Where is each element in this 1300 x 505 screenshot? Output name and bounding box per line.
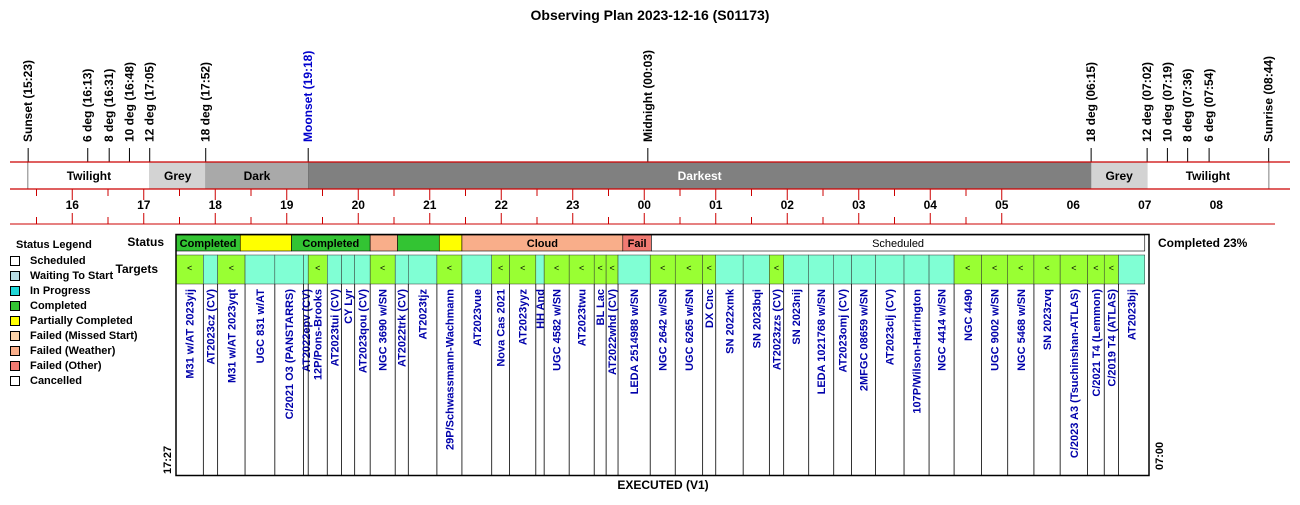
target-block <box>395 255 408 284</box>
status-segment-label: Scheduled <box>872 238 925 250</box>
target-name: NGC 4414 w/SN <box>936 289 949 371</box>
status-segment-label: Cloud <box>526 238 558 250</box>
target-block <box>245 255 275 284</box>
target-marker: < <box>609 263 615 273</box>
target-marker: < <box>773 263 780 273</box>
legend-swatch <box>10 301 20 311</box>
hour-tick-label: 02 <box>780 198 794 212</box>
target-name: UGC 4582 w/SN <box>551 289 564 371</box>
chart-title: Observing Plan 2023-12-16 (S01173) <box>530 7 770 23</box>
status-segment <box>370 235 397 251</box>
target-block <box>904 255 929 284</box>
event-label: 12 deg (07:02) <box>1140 61 1155 142</box>
target-name: AT2022trk (CV) <box>396 289 409 368</box>
legend-label: Partially Completed <box>30 314 133 327</box>
target-name: AT2023cz (CV) <box>205 289 218 365</box>
target-marker: < <box>660 263 666 273</box>
target-block <box>809 255 834 284</box>
status-segment-label: Completed <box>302 238 360 250</box>
target-name: NGC 4490 <box>962 289 975 341</box>
target-marker: < <box>315 263 321 273</box>
hour-tick-label: 07 <box>1138 198 1152 212</box>
target-block <box>834 255 852 284</box>
target-block <box>716 255 743 284</box>
target-name: CY Lyr <box>343 289 356 324</box>
legend-label: Completed <box>30 299 87 312</box>
target-name: DX Cnc <box>704 289 717 329</box>
target-marker: < <box>991 263 998 273</box>
targets-row-label: Targets <box>115 262 158 276</box>
targets-row <box>176 255 1145 475</box>
hour-tick-label: 21 <box>423 198 437 212</box>
target-marker: < <box>380 263 386 273</box>
legend-swatch <box>10 271 20 281</box>
target-block <box>462 255 492 284</box>
target-name: 107P/Wilson-Harrington <box>911 289 924 414</box>
target-block <box>852 255 876 284</box>
legend-item <box>10 268 160 283</box>
legend-label: In Progress <box>30 284 91 297</box>
target-marker: < <box>1093 263 1099 273</box>
target-name: UGC 9002 w/SN <box>989 289 1002 371</box>
legend-swatch <box>10 286 20 296</box>
event-label: 10 deg (07:19) <box>1160 61 1175 142</box>
legend-item <box>10 358 160 373</box>
hour-tick-label: 16 <box>65 198 79 212</box>
target-name: SN 2023zvq <box>1042 289 1055 351</box>
target-marker: < <box>446 263 453 273</box>
target-marker: < <box>554 263 560 273</box>
target-name: C/2021 T4 (Lemmon) <box>1090 289 1103 397</box>
target-name: AT2023vue <box>471 289 484 347</box>
event-label: Moonset (19:18) <box>301 50 316 142</box>
target-block <box>275 255 304 284</box>
hour-tick-label: 00 <box>637 198 651 212</box>
target-name: Nova Cas 2021 <box>495 289 508 367</box>
chart-footer: EXECUTED (V1) <box>617 478 709 492</box>
legend-label: Waiting To Start <box>30 269 114 282</box>
legend-item <box>10 328 160 343</box>
target-name: C/2023 A3 (Tsuchinshan-ATLAS) <box>1068 289 1081 459</box>
target-name: AT2022whd (CV) <box>607 289 620 375</box>
target-block <box>743 255 769 284</box>
target-name: UGC 6265 w/SN <box>683 289 696 371</box>
hour-tick-label: 20 <box>351 198 365 212</box>
target-block <box>355 255 370 284</box>
hour-tick-label: 19 <box>280 198 294 212</box>
event-label: 6 deg (07:54) <box>1202 68 1217 142</box>
target-name: NGC 2642 w/SN <box>657 289 670 371</box>
legend-label: Failed (Other) <box>30 359 102 372</box>
target-name: AT2023tui (CV) <box>329 289 342 367</box>
target-block <box>784 255 809 284</box>
event-label: 18 deg (06:15) <box>1084 61 1099 142</box>
target-marker: < <box>965 263 971 273</box>
target-name: 2MFGC 08659 w/SN <box>858 289 871 392</box>
event-label: Sunset (15:23) <box>21 59 36 142</box>
status-segment-label: Fail <box>627 238 647 250</box>
target-block <box>929 255 954 284</box>
target-block <box>408 255 437 284</box>
target-marker: < <box>186 263 193 273</box>
target-block <box>875 255 904 284</box>
target-name: 29P/Schwassmann-Wachmann <box>444 289 457 450</box>
phase-label: Dark <box>243 169 271 183</box>
target-name: 12P/Pons-Brooks <box>312 289 325 381</box>
target-block <box>327 255 341 284</box>
hour-tick-label: 08 <box>1209 198 1223 212</box>
legend-item <box>10 313 160 328</box>
hour-axis <box>37 189 1224 224</box>
target-block <box>536 255 544 284</box>
hour-tick-label: 18 <box>208 198 222 212</box>
legend-item <box>10 373 160 388</box>
legend-label: Scheduled <box>30 254 86 267</box>
target-name: SN 2023bqi <box>751 289 764 349</box>
target-name: SN 2023nij <box>791 289 804 345</box>
target-name: AT2023tjz <box>417 289 430 340</box>
target-name: AT2023clj (CV) <box>884 289 897 366</box>
completed-percent: Completed 23% <box>1158 236 1248 250</box>
legend-swatch <box>10 376 20 386</box>
hour-tick-label: 23 <box>566 198 580 212</box>
legend-swatch <box>10 256 20 266</box>
legend-item <box>10 283 160 298</box>
target-name: AT2023qou (CV) <box>357 289 370 374</box>
status-segment <box>240 235 291 251</box>
event-label: 6 deg (16:13) <box>80 68 95 142</box>
target-name: AT2023omj (CV) <box>837 289 850 373</box>
event-label: 8 deg (07:36) <box>1180 68 1195 142</box>
sky-phase-bar <box>10 162 1290 189</box>
hour-tick-label: 04 <box>923 198 937 212</box>
target-block <box>342 255 355 284</box>
event-label: 12 deg (17:05) <box>142 61 157 142</box>
target-name: M31 w/AT 2023yij <box>184 289 197 379</box>
hour-tick-label: 22 <box>494 198 508 212</box>
target-name: AT2023bji <box>1126 289 1139 341</box>
target-name: LEDA 1021768 w/SN <box>816 289 829 395</box>
target-marker: < <box>1108 263 1115 273</box>
legend-label: Cancelled <box>30 374 82 387</box>
status-row <box>176 235 1145 251</box>
legend-swatch <box>10 331 20 341</box>
status-segment <box>398 235 440 251</box>
target-name: C/2021 O3 (PANSTARRS) <box>284 289 297 420</box>
phase-label: Grey <box>164 169 192 183</box>
phase-label: Twilight <box>1185 169 1231 183</box>
hour-tick-label: 17 <box>137 198 151 212</box>
target-marker: < <box>706 263 712 273</box>
target-block <box>203 255 217 284</box>
target-name: LEDA 2514988 w/SN <box>629 289 642 395</box>
target-block <box>1119 255 1145 284</box>
legend-swatch <box>10 346 20 356</box>
status-segment <box>439 235 462 251</box>
phase-label: Twilight <box>66 169 112 183</box>
event-label: 8 deg (16:31) <box>102 68 117 142</box>
status-segment-label: Completed <box>179 238 237 250</box>
target-name: AT2023twu <box>576 289 589 347</box>
legend-label: Failed (Weather) <box>30 344 116 357</box>
time-end-label: 07:00 <box>1154 441 1166 470</box>
phase-label: Darkest <box>677 169 722 183</box>
status-legend <box>10 238 160 388</box>
event-label: 10 deg (16:48) <box>122 61 137 142</box>
hour-tick-label: 03 <box>852 198 866 212</box>
target-marker: < <box>1071 263 1077 273</box>
legend-swatch <box>10 316 20 326</box>
event-label: 18 deg (17:52) <box>198 61 213 142</box>
target-name: AT2023yyz <box>517 289 530 346</box>
target-name: AT2023zzs (CV) <box>771 289 784 371</box>
target-marker: < <box>520 263 526 273</box>
target-block <box>618 255 650 284</box>
target-marker: < <box>579 263 585 273</box>
target-name: NGC 5468 w/SN <box>1015 289 1028 371</box>
target-marker: < <box>597 263 603 273</box>
legend-item <box>10 253 160 268</box>
target-marker: < <box>686 263 692 273</box>
target-name: C/2019 T4 (ATLAS) <box>1106 289 1119 387</box>
target-marker: < <box>1044 263 1050 273</box>
time-start-label: 17:27 <box>162 445 174 474</box>
event-label: Midnight (00:03) <box>640 50 655 142</box>
target-name: HH And <box>534 289 547 329</box>
hour-tick-label: 06 <box>1066 198 1080 212</box>
legend-swatch <box>10 361 20 371</box>
status-row-label: Status <box>127 235 164 249</box>
target-name: BL Lac <box>595 289 608 326</box>
legend-title: Status Legend <box>16 239 92 251</box>
target-marker: < <box>228 263 234 273</box>
target-name: UGC 831 w/AT <box>254 289 267 364</box>
target-name: M31 w/AT 2023yqt <box>226 289 239 383</box>
legend-item <box>10 298 160 313</box>
target-marker: < <box>1018 263 1024 273</box>
legend-label: Failed (Missed Start) <box>30 329 138 342</box>
hour-tick-label: 01 <box>709 198 723 212</box>
event-label: Sunrise (08:44) <box>1261 55 1276 142</box>
target-name: AT2022epv (CV) <box>300 289 313 372</box>
target-marker: < <box>498 263 504 273</box>
phase-label: Grey <box>1105 169 1133 183</box>
target-name: SN 2022xmk <box>724 289 737 354</box>
legend-item <box>10 343 160 358</box>
target-block <box>303 255 308 284</box>
hour-tick-label: 05 <box>995 198 1009 212</box>
target-name: NGC 3690 w/SN <box>377 289 390 371</box>
